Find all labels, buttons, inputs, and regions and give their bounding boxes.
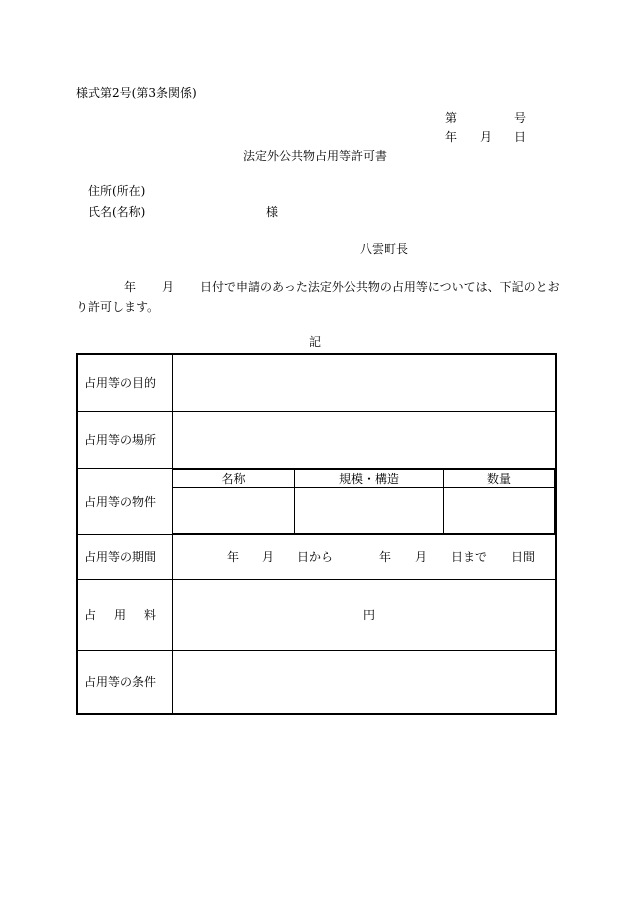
ki-heading: 記: [309, 335, 322, 349]
date-year: 年: [445, 130, 458, 144]
body-line-2: り許可します。: [76, 300, 160, 314]
conditions-row: [77, 650, 556, 714]
purpose-row: [77, 354, 556, 411]
period-from-month: 月: [262, 549, 275, 564]
object-scale-value: [295, 487, 444, 533]
fee-row: [77, 579, 556, 650]
purpose-value: [173, 354, 557, 411]
fee-label-char-3: 料: [144, 608, 157, 622]
place-label: 占用等の場所: [77, 411, 173, 468]
body-line-1: [76, 280, 560, 294]
conditions-value: [173, 650, 557, 714]
date-day: 日: [514, 130, 527, 144]
fee-unit: 円: [363, 607, 376, 622]
doc-number-prefix: 第: [445, 111, 458, 125]
object-header-name: 名称: [173, 469, 295, 487]
body-text: 日付で申請のあった法定外公共物の占用等については、下記のとお: [200, 280, 560, 294]
body-month: 月: [162, 280, 175, 294]
place-row: [77, 411, 556, 468]
name-label: 氏名(名称): [88, 205, 146, 219]
permit-table: [76, 353, 557, 715]
doc-number-suffix: 号: [514, 111, 527, 125]
period-days: 日間: [511, 549, 536, 564]
period-to-year: 年: [379, 549, 392, 564]
fee-label-char-1: 占: [84, 608, 97, 622]
body-year: 年: [124, 280, 137, 294]
conditions-label: 占用等の条件: [77, 650, 173, 714]
place-value: [173, 411, 557, 468]
address-label: 住所(所在): [88, 184, 146, 198]
object-subtable-cell: [173, 468, 557, 534]
issuer: 八雲町長: [360, 242, 409, 256]
object-header-scale: 規模・構造: [295, 469, 444, 487]
fee-label-char-2: 用: [114, 608, 127, 622]
object-header-quantity: 数量: [444, 469, 555, 487]
object-subtable: [173, 469, 555, 534]
form-number: 様式第2号(第3条関係): [76, 86, 197, 100]
period-label: 占用等の期間: [77, 534, 173, 579]
honorific: 様: [266, 205, 279, 219]
document-title: 法定外公共物占用等許可書: [243, 149, 388, 163]
object-label: 占用等の物件: [77, 468, 173, 534]
fee-value: [173, 579, 557, 650]
period-value: [173, 534, 557, 579]
purpose-label: 占用等の目的: [77, 354, 173, 411]
period-to-month: 月: [415, 549, 428, 564]
fee-label: [77, 579, 173, 650]
period-from-year: 年: [227, 549, 240, 564]
object-name-value: [173, 487, 295, 533]
object-quantity-value: [444, 487, 555, 533]
date-month: 月: [480, 130, 493, 144]
period-from-day: 日から: [297, 549, 334, 564]
period-row: [77, 534, 556, 579]
period-to-day: 日まで: [451, 549, 488, 564]
object-row: [77, 468, 556, 534]
